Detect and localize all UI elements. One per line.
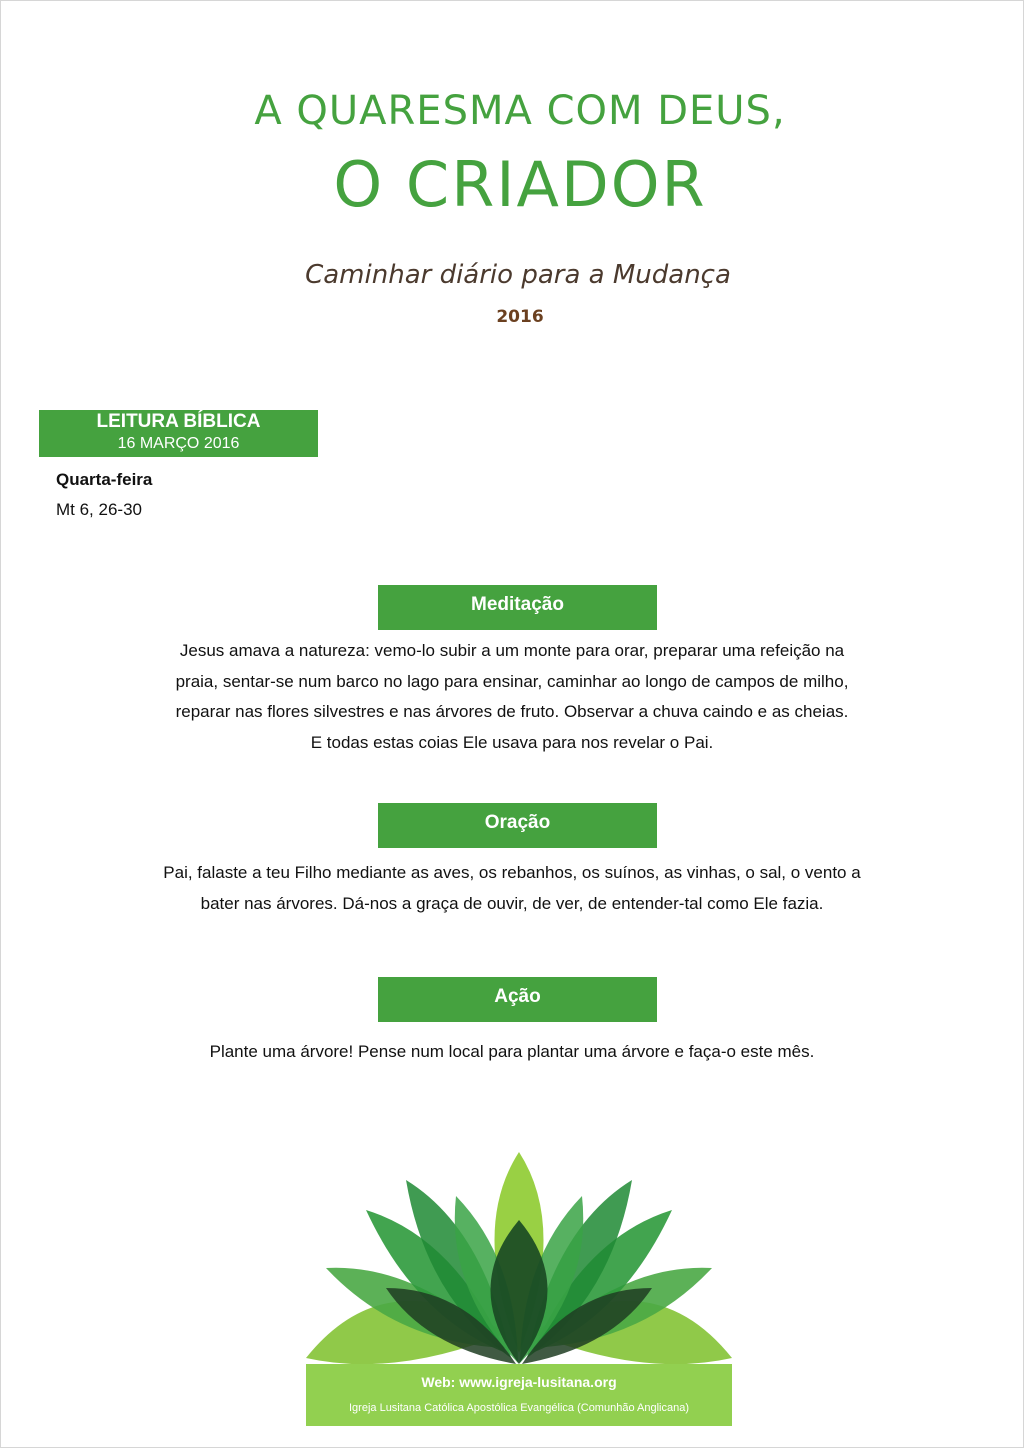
meditation-line: praia, sentar-se num barco no lago para ensinar, caminhar ao longo de campos de milho, — [175, 671, 849, 691]
subtitle: Caminhar diário para a Mudança — [305, 260, 731, 290]
footer-web-link[interactable]: Web: www.igreja-lusitana.org — [421, 1374, 617, 1390]
reading-reference: Mt 6, 26-30 — [56, 500, 142, 519]
footer-organization: Igreja Lusitana Católica Apostólica Evangélica (Comunhão Anglicana) — [349, 1402, 689, 1414]
meditation-heading: Meditação — [378, 585, 657, 630]
lotus-leaves-icon — [306, 1148, 732, 1368]
title-line-1: A QUARESMA COM DEUS, — [254, 88, 786, 134]
action-heading: Ação — [378, 977, 657, 1022]
prayer-line: Pai, falaste a teu Filho mediante as aves, os rebanhos, os suínos, as vinhas, o sal, o vento a — [163, 863, 861, 882]
footer-bar — [306, 1364, 732, 1426]
action-text — [40, 1037, 984, 1068]
prayer-heading: Oração — [378, 803, 657, 848]
action-line: Plante uma árvore! Pense num local para plantar uma árvore e faça-o este mês. — [209, 1042, 815, 1061]
meditation-line: reparar nas flores silvestres e nas árvores de fruto. Observar a chuva caindo e as cheias. — [175, 702, 849, 721]
meditation-line: Jesus amava a natureza: vemo-lo subir a um monte para orar, preparar uma refeição na — [179, 641, 845, 660]
reading-header — [39, 410, 318, 457]
reading-weekday: Quarta-feira — [56, 470, 153, 489]
reading-label: LEITURA BÍBLICA — [96, 411, 261, 432]
meditation-line: E todas estas coias Ele usava para nos revelar o Pai. — [310, 732, 714, 752]
year: 2016 — [496, 307, 544, 327]
meditation-text — [40, 636, 984, 758]
reading-date: 16 MARÇO 2016 — [117, 435, 240, 452]
prayer-line: bater nas árvores. Dá-nos a graça de ouvir, de ver, de entender-tal como Ele fazia. — [200, 893, 824, 913]
title-line-2: O CRIADOR — [333, 148, 707, 221]
prayer-text — [40, 858, 984, 919]
